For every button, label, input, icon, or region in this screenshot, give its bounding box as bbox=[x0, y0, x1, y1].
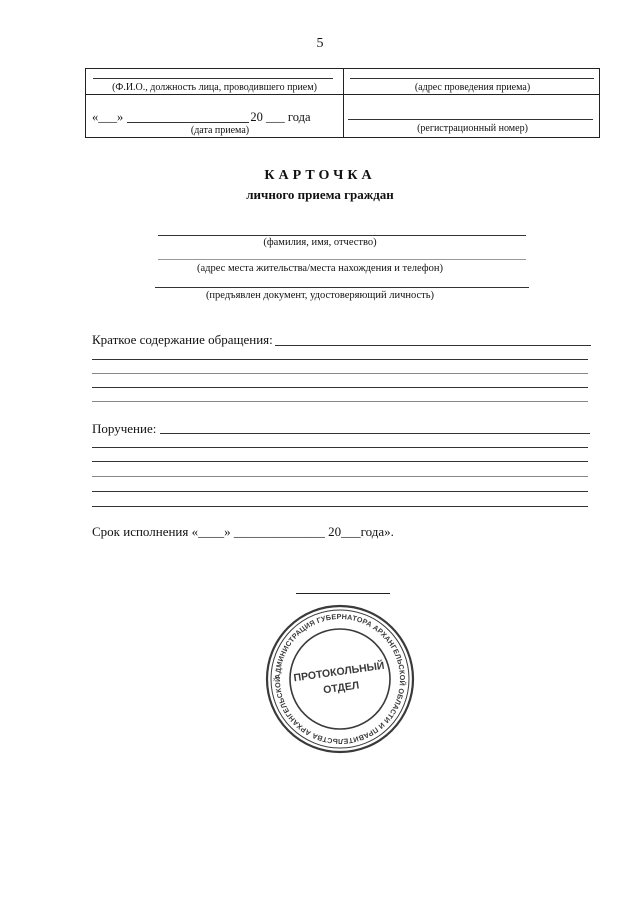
seal-icon bbox=[264, 603, 416, 755]
signature-line bbox=[296, 593, 390, 594]
document-caption: (предъявлен документ, удостоверяющий личность) bbox=[205, 290, 435, 301]
instruction-line bbox=[92, 461, 588, 462]
reception-address-line bbox=[350, 78, 594, 79]
summary-line bbox=[92, 359, 588, 360]
header-table-row-divider bbox=[86, 94, 599, 95]
page-number: 5 bbox=[316, 36, 324, 51]
date-year-word: года bbox=[287, 110, 311, 124]
instruction-line bbox=[92, 506, 588, 507]
date-caption: (дата приема) bbox=[190, 125, 250, 136]
header-table bbox=[85, 68, 600, 138]
date-month-line bbox=[127, 121, 249, 123]
svg-text:ОТДЕЛ: ОТДЕЛ bbox=[322, 679, 360, 697]
date-year: 20 ___ bbox=[250, 110, 285, 124]
reception-date-field bbox=[92, 110, 311, 125]
official-caption: (Ф.И.О., должность лица, проводившего прием) bbox=[112, 82, 317, 93]
card-title: КАРТОЧКА bbox=[264, 168, 376, 183]
summary-label: Краткое содержание обращения: bbox=[92, 332, 273, 347]
card-subtitle: личного приема граждан bbox=[246, 187, 394, 202]
fio-caption: (фамилия, имя, отчество) bbox=[263, 237, 377, 248]
deadline-text: Срок исполнения «____» ______________ 20___года». bbox=[92, 524, 394, 539]
summary-line-inline bbox=[275, 345, 591, 346]
instruction-line bbox=[92, 447, 588, 448]
date-day: «___» bbox=[92, 110, 124, 124]
instruction-line bbox=[92, 476, 588, 477]
official-name-line bbox=[93, 78, 333, 79]
summary-line bbox=[92, 373, 588, 374]
fio-line bbox=[158, 235, 526, 236]
document-line bbox=[155, 287, 529, 288]
svg-text:АДМИНИСТРАЦИЯ ГУБЕРНАТОРА АРХА: АДМИНИСТРАЦИЯ ГУБЕРНАТОРА АРХАНГЕЛЬСКОЙ ОБЛАСТИ И ПРАВИТЕЛЬСТВА АРХАНГЕЛЬСКОЙ bbox=[272, 611, 408, 747]
instruction-line-inline bbox=[160, 433, 590, 434]
registration-caption: (регистрационный номер) bbox=[417, 123, 528, 134]
address-caption: (адрес места жительства/места нахождения и телефон) bbox=[197, 263, 443, 274]
address-line bbox=[158, 259, 526, 260]
official-seal-stamp bbox=[264, 603, 416, 755]
summary-line bbox=[92, 387, 588, 388]
registration-number-line bbox=[348, 119, 593, 120]
summary-line bbox=[92, 401, 588, 402]
reception-address-caption: (адрес проведения приема) bbox=[414, 82, 531, 93]
svg-text:ПРОТОКОЛЬНЫЙ: ПРОТОКОЛЬНЫЙ bbox=[292, 659, 386, 685]
instruction-line bbox=[92, 491, 588, 492]
instruction-label: Поручение: bbox=[92, 421, 157, 436]
